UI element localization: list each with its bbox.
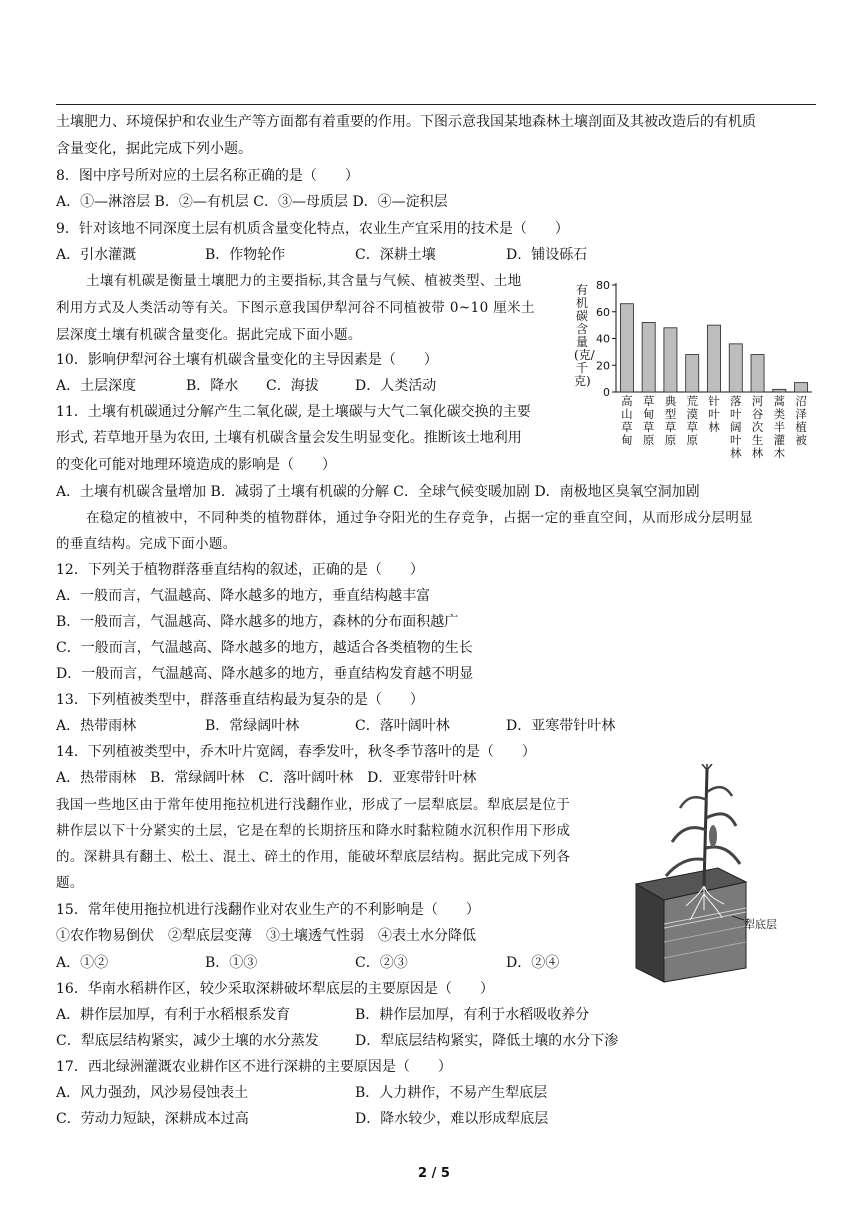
header-rule [56,104,816,105]
q13-option-a: A．热带雨林 [56,718,137,734]
chart-bar [642,322,655,392]
q14-options: A．热带雨林 B．常绿阔叶林 C．落叶阔叶林 D．亚寒带针叶林 [56,770,477,786]
q10-stem: 10．影响伊犁河谷土壤有机碳含量变化的主导因素是（ ） [56,352,438,368]
intro-line-1: 土壤肥力、环境保护和农业生产等方面都有着重要的作用。下图示意我国某地森林土壤剖面及其被改造后的有机质 [56,114,756,130]
q13-stem: 13．下列植被类型中，群落垂直结构最为复杂的是（ ） [56,692,424,708]
q9-option-a: A．引水灌溉 [56,247,137,263]
chart-y-tick-label: 40 [596,332,610,346]
chart-bar [751,355,764,392]
q13-option-b: B．常绿阔叶林 [205,718,300,734]
passage2-line-1: 土壤有机碳是衡量土壤肥力的主要指标,其含量与气候、植被类型、土地 [86,273,522,289]
chart-category-label: 草甸草原 [642,394,655,447]
q17-option-c: C．劳动力短缺，深耕成本过高 [56,1111,249,1127]
chart-plot-area [568,276,818,396]
chart-category-label: 蒿类半灌木 [773,394,786,460]
q17-option-b: B．人力耕作，不易产生犁底层 [355,1085,548,1101]
chart-y-tick-label: 0 [603,386,610,396]
chart-bar [620,304,633,392]
page-number: 2 / 5 [418,1166,450,1181]
organic-carbon-bar-chart [568,276,818,466]
q16-option-d: D．犁底层结构紧实，降低土壤的水分下渗 [355,1033,619,1049]
chart-category-label: 针叶林 [708,394,720,434]
chart-category-label: 典型草原 [664,394,677,447]
chart-category-label: 河谷次生林 [751,394,764,460]
q10-option-c: C．海拔 [266,378,319,394]
q12-option-c: C．一般而言，气温越高、降水越多的地方，越适合各类植物的生长 [56,640,473,656]
q17-stem: 17．西北绿洲灌溉农业耕作区不进行深耕的主要原因是（ ） [56,1059,452,1075]
q15-items: ①农作物易倒伏 ②犁底层变薄 ③土壤透气性弱 ④表土水分降低 [56,928,476,944]
passage4-line-2: 耕作层以下十分紧实的土层，它是在犁的长期挤压和降水时黏粒随水沉积作用下形成 [56,823,571,839]
passage3-line-1: 在稳定的植被中，不同种类的植物群体，通过争夺阳光的生存竞争，占据一定的垂直空间，从而形成分层明显 [86,510,754,526]
q15-option-c: C．②③ [355,955,408,971]
chart-y-axis-title: 有机碳含量(克/千克) [574,283,595,388]
chart-bar [773,389,786,392]
q10-option-a: A．土层深度 [56,378,137,394]
passage4-line-3: 的。深耕具有翻土、松土、混土、碎土的作用，能破坏犁底层结构。据此完成下列各 [56,849,571,865]
q16-option-b: B．耕作层加厚，有利于水稻吸收养分 [355,1007,590,1023]
q12-option-b: B．一般而言，气温越高、降水越多的地方，森林的分布面积越广 [56,614,459,630]
passage3-line-2: 的垂直结构。完成下面小题。 [56,536,237,552]
q13-option-d: D．亚寒带针叶林 [506,718,616,734]
q8-stem: 8．图中序号所对应的土层名称正确的是（ ） [56,168,359,184]
chart-y-tick-label: 60 [596,305,610,319]
chart-category-label: 沼泽植被 [795,394,807,447]
chart-bar [664,328,677,392]
intro-line-2: 含量变化，据此完成下列小题。 [56,141,252,157]
q11-options: A．土壤有机碳含量增加 B．减弱了土壤有机碳的分解 C．全球气候变暖加剧 D．南极地区臭氧空洞加剧 [56,484,700,500]
chart-y-tick-label: 20 [596,359,610,373]
q16-option-c: C．犁底层结构紧实，减少土壤的水分蒸发 [56,1033,319,1049]
chart-category-label: 荒漠草原 [686,394,698,447]
chart-bar [795,383,808,392]
q16-stem: 16．华南水稻耕作区，较少采取深耕破坏犁底层的主要原因是（ ） [56,981,494,997]
q11-line-3: 的变化可能对地理环境造成的影响是（ ） [56,457,336,473]
q16-option-a: A．耕作层加厚，有利于水稻根系发育 [56,1007,291,1023]
q15-option-a: A．①② [56,955,109,971]
passage4-line-4: 题。 [56,875,84,891]
chart-bar [729,344,742,392]
chart-bar [707,325,720,392]
plow-pan-label: 犁底层 [744,918,777,931]
passage4-line-1: 我国一些地区由于常年使用拖拉机进行浅翻作业，形成了一层犁底层。犁底层是位于 [56,797,571,813]
chart-category-label: 高山草甸 [621,394,633,447]
q15-option-d: D．②④ [506,955,560,971]
q12-option-a: A．一般而言，气温越高、降水越多的地方，垂直结构越丰富 [56,588,431,604]
chart-y-tick-label: 80 [596,279,610,292]
plow-pan-figure [628,764,798,984]
q10-option-b: B．降水 [186,378,239,394]
corn-plant-soil-illustration [628,764,798,984]
passage2-line-2: 利用方式及人类活动等有关。下图示意我国伊犁河谷不同植被带 0~10 厘米土 [56,300,535,316]
q14-stem: 14．下列植被类型中，乔木叶片宽阔，春季发叶，秋冬季节落叶的是（ ） [56,744,536,760]
q9-stem: 9．针对该地不同深度土层有机质含量变化特点，农业生产宜采用的技术是（ ） [56,221,569,237]
q11-line-1: 11．土壤有机碳通过分解产生二氧化碳, 是土壤碳与大气二氧化碳交换的主要 [56,404,531,420]
q8-options: A．①—淋溶层 B．②—有机层 C．③—母质层 D．④—淀积层 [56,194,448,210]
q17-option-a: A．风力强劲，风沙易侵蚀表土 [56,1085,249,1101]
q13-option-c: C．落叶阔叶林 [355,718,450,734]
chart-bar [686,355,699,392]
q12-stem: 12．下列关于植物群落垂直结构的叙述，正确的是（ ） [56,562,424,578]
q12-option-d: D．一般而言，气温越高、降水越多的地方，垂直结构发育越不明显 [56,666,474,682]
q9-option-b: B．作物轮作 [205,247,286,263]
q17-option-d: D．降水较少，难以形成犁底层 [355,1111,549,1127]
chart-category-label: 落叶阔叶林 [730,394,742,460]
passage2-line-3: 层深度土壤有机碳含量变化。据此完成下面小题。 [56,327,362,343]
q10-option-d: D．人类活动 [355,378,437,394]
q9-option-c: C．深耕土壤 [355,247,436,263]
q11-line-2: 形式, 若草地开垦为农田, 土壤有机碳含量会发生明显变化。推断该土地利用 [56,430,522,446]
q9-option-d: D．铺设砾石 [506,247,588,263]
q15-stem: 15．常年使用拖拉机进行浅翻作业对农业生产的不利影响是（ ） [56,902,480,918]
q15-option-b: B．①③ [205,955,258,971]
